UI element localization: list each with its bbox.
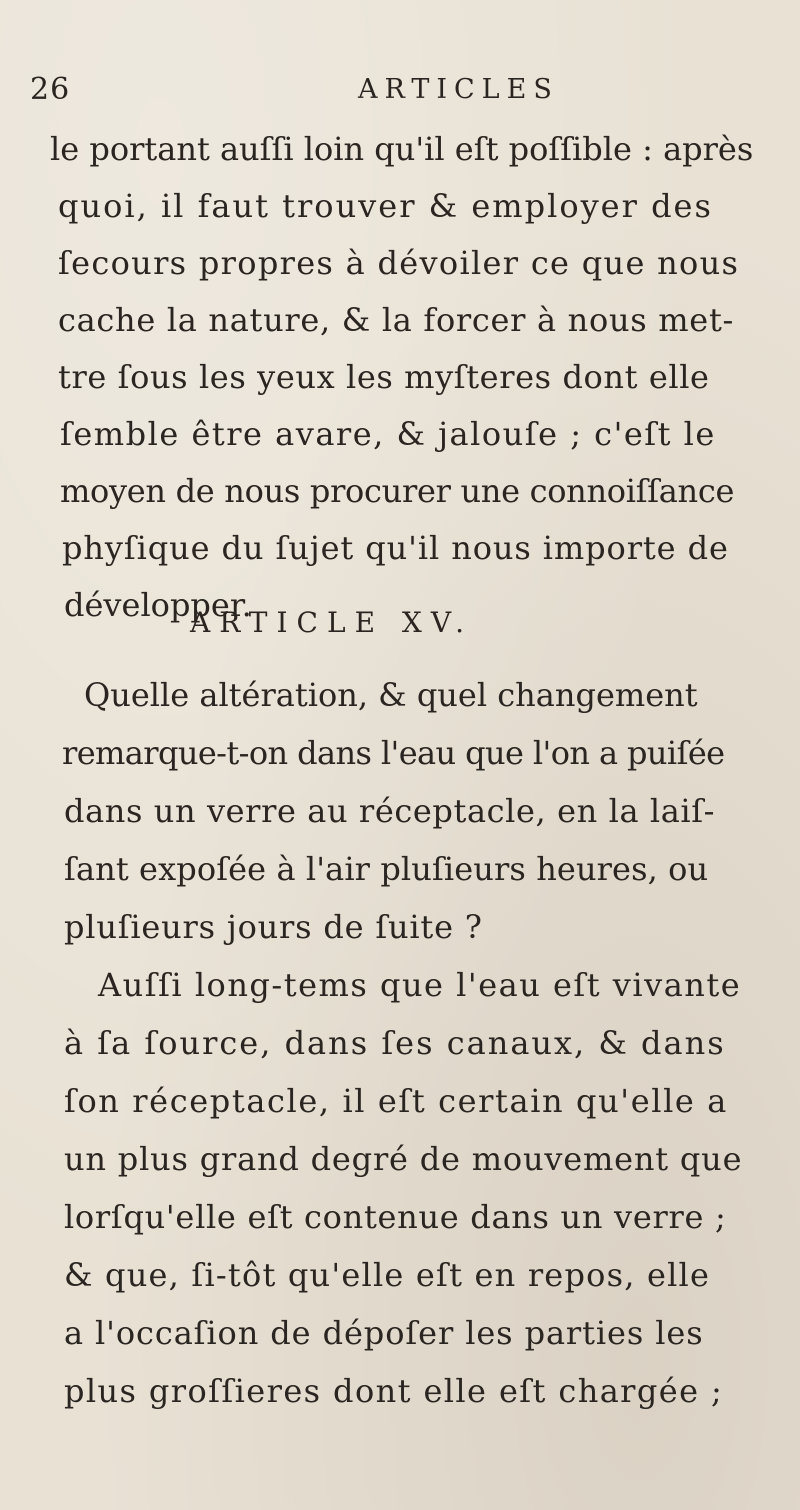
text-line: développer. xyxy=(64,586,252,624)
page-number: 26 xyxy=(30,72,71,107)
text-line: le portant auſſi loin qu'il eſt poſſible : après xyxy=(50,130,754,168)
text-line: ſant expoſée à l'air pluſieurs heures, ou xyxy=(64,850,709,888)
text-line: dans un verre au réceptacle, en la laiſ- xyxy=(64,792,716,830)
text-line: a l'occaſion de dépoſer les parties les xyxy=(64,1314,704,1352)
text-line: quoi, il faut trouver & employer des xyxy=(58,187,713,225)
text-line: à ſa ſource, dans ſes canaux, & dans xyxy=(64,1024,726,1062)
text-line: un plus grand degré de mouvement que xyxy=(64,1140,743,1178)
text-line: Auſſi long-tems que l'eau eſt vivante xyxy=(98,966,742,1004)
text-line: cache la nature, & la forcer à nous met- xyxy=(58,301,735,339)
text-line: & que, ſi-tôt qu'elle eſt en repos, elle xyxy=(64,1256,711,1294)
text-line: Quelle altération, & quel changement xyxy=(84,676,698,714)
running-title: ARTICLES xyxy=(358,74,559,105)
text-line: ſecours propres à dévoiler ce que nous xyxy=(58,244,740,282)
text-line: lorſqu'elle eſt contenue dans un verre ; xyxy=(64,1198,727,1236)
text-line: ſon réceptacle, il eſt certain qu'elle a xyxy=(64,1082,728,1120)
text-line: remarque-t-on dans l'eau que l'on a puiſée xyxy=(62,734,725,772)
text-line: moyen de nous procurer une connoiſſance xyxy=(60,472,735,510)
text-line: tre ſous les yeux les myſteres dont elle xyxy=(58,358,710,396)
article-heading: ARTICLE XV. xyxy=(190,606,474,639)
running-head xyxy=(30,72,760,116)
text-line: ſemble être avare, & jalouſe ; c'eſt le xyxy=(60,415,716,453)
text-line: phyſique du ſujet qu'il nous importe de xyxy=(62,529,729,567)
text-line: plus groſſieres dont elle eſt chargée ; xyxy=(64,1372,724,1410)
text-line: pluſieurs jours de ſuite ? xyxy=(64,908,483,946)
